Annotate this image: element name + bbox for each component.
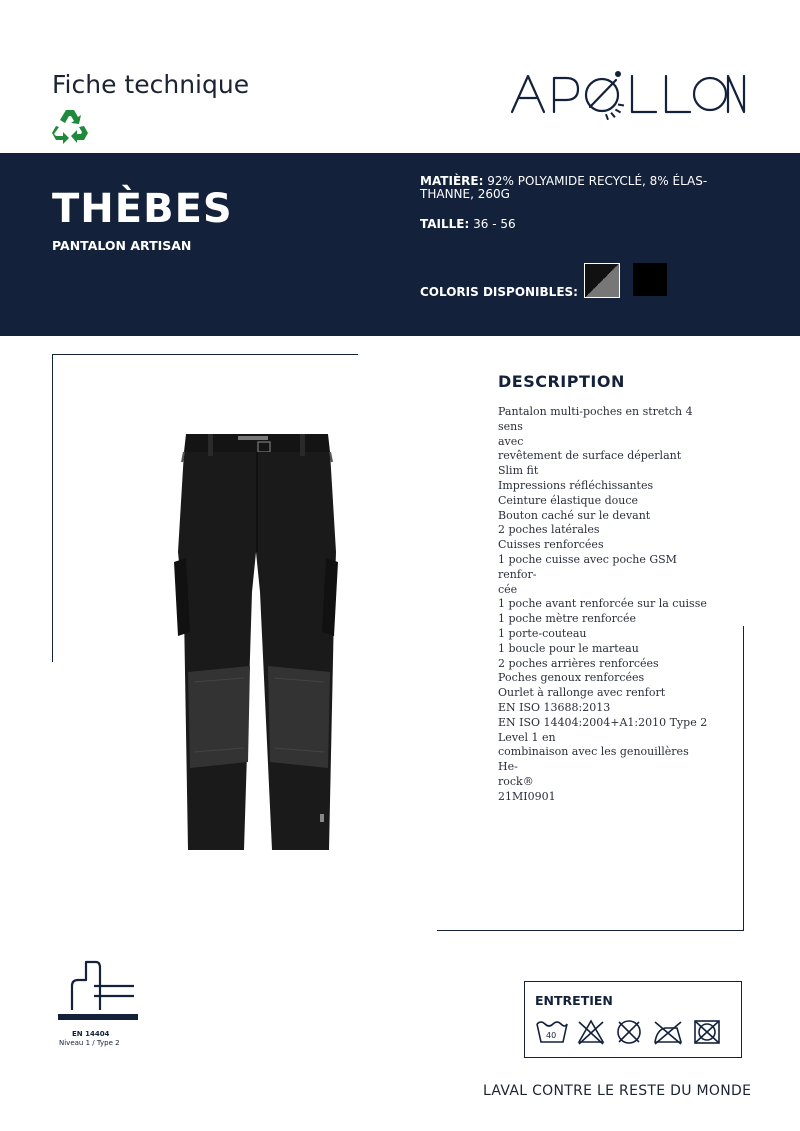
description-line: revêtement de surface déperlant [498, 449, 682, 463]
recycle-icon [50, 108, 90, 144]
description-line: cée [498, 582, 518, 596]
norm-level: Niveau 1 / Type 2 [59, 1039, 120, 1047]
material-label: MATIÈRE: [420, 174, 484, 188]
description-line: Poches genoux renforcées [498, 671, 645, 685]
description-line: Ceinture élastique douce [498, 493, 639, 507]
description-list [498, 405, 708, 805]
brand-logo [510, 66, 746, 124]
care-box [524, 981, 742, 1058]
frame-line [437, 930, 744, 931]
size-label: TAILLE: [420, 217, 470, 231]
color-swatch-black [633, 263, 667, 296]
spec-colors [420, 285, 578, 299]
description-line: 1 poche cuisse avec poche GSM renfor- [498, 552, 677, 581]
wash-temp: 40 [546, 1031, 557, 1040]
description-line: 2 poches arrières renforcées [498, 656, 659, 670]
product-image-pants [164, 432, 348, 854]
product-name: THÈBES [52, 186, 233, 232]
description-line: EN ISO 13688:2013 [498, 700, 611, 714]
description-line: Level 1 en [498, 730, 556, 744]
description-line: 2 poches latérales [498, 523, 600, 537]
description-line: Slim fit [498, 464, 539, 478]
description-line: 1 boucle pour le marteau [498, 641, 639, 655]
kneepad-norm-icon [58, 960, 138, 1032]
description-line: 1 poche avant renforcée sur la cuisse [498, 597, 707, 611]
frame-line [52, 354, 358, 355]
frame-line [52, 354, 53, 662]
color-swatch-black-grey [584, 263, 620, 298]
description-title: DESCRIPTION [498, 372, 625, 391]
care-icons [535, 1018, 735, 1046]
care-title: ENTRETIEN [535, 993, 613, 1008]
footer-slogan: LAVAL CONTRE LE RESTE DU MONDE [483, 1083, 752, 1099]
norm-code: EN 14404 [72, 1030, 110, 1038]
description-line: 1 poche mètre renforcée [498, 612, 637, 626]
description-line: combinaison avec les genouillères He- [498, 745, 689, 774]
description-line: 21MI0901 [498, 789, 556, 803]
colors-label: COLORIS DISPONIBLES: [420, 285, 578, 299]
no-dry-clean-icon [695, 1021, 719, 1043]
material-value: 92% POLYAMIDE RECYCLÉ, 8% ÉLAS-THANNE, 260G [420, 174, 708, 201]
spec-material [420, 175, 730, 201]
description-line: rock® [498, 774, 534, 788]
no-iron-icon [655, 1022, 681, 1044]
description-line: Ourlet à rallonge avec renfort [498, 686, 666, 700]
description-line: Impressions réfléchissantes [498, 478, 654, 492]
description-line: avec [498, 434, 524, 448]
product-subtitle: PANTALON ARTISAN [52, 238, 192, 253]
description-line: 1 porte-couteau [498, 626, 587, 640]
no-tumble-dry-icon [618, 1021, 640, 1043]
no-bleach-icon [579, 1021, 603, 1044]
doc-label: Fiche technique [52, 70, 250, 99]
frame-line [743, 626, 744, 931]
wash-40-icon [537, 1022, 567, 1042]
description-line: Cuisses renforcées [498, 538, 604, 552]
description-line: EN ISO 14404:2004+A1:2010 Type 2 [498, 715, 708, 729]
description-line: Pantalon multi-poches en stretch 4 sens [498, 405, 693, 433]
description-line: Bouton caché sur le devant [498, 508, 651, 522]
spec-size [420, 217, 516, 231]
size-value: 36 - 56 [473, 217, 516, 231]
